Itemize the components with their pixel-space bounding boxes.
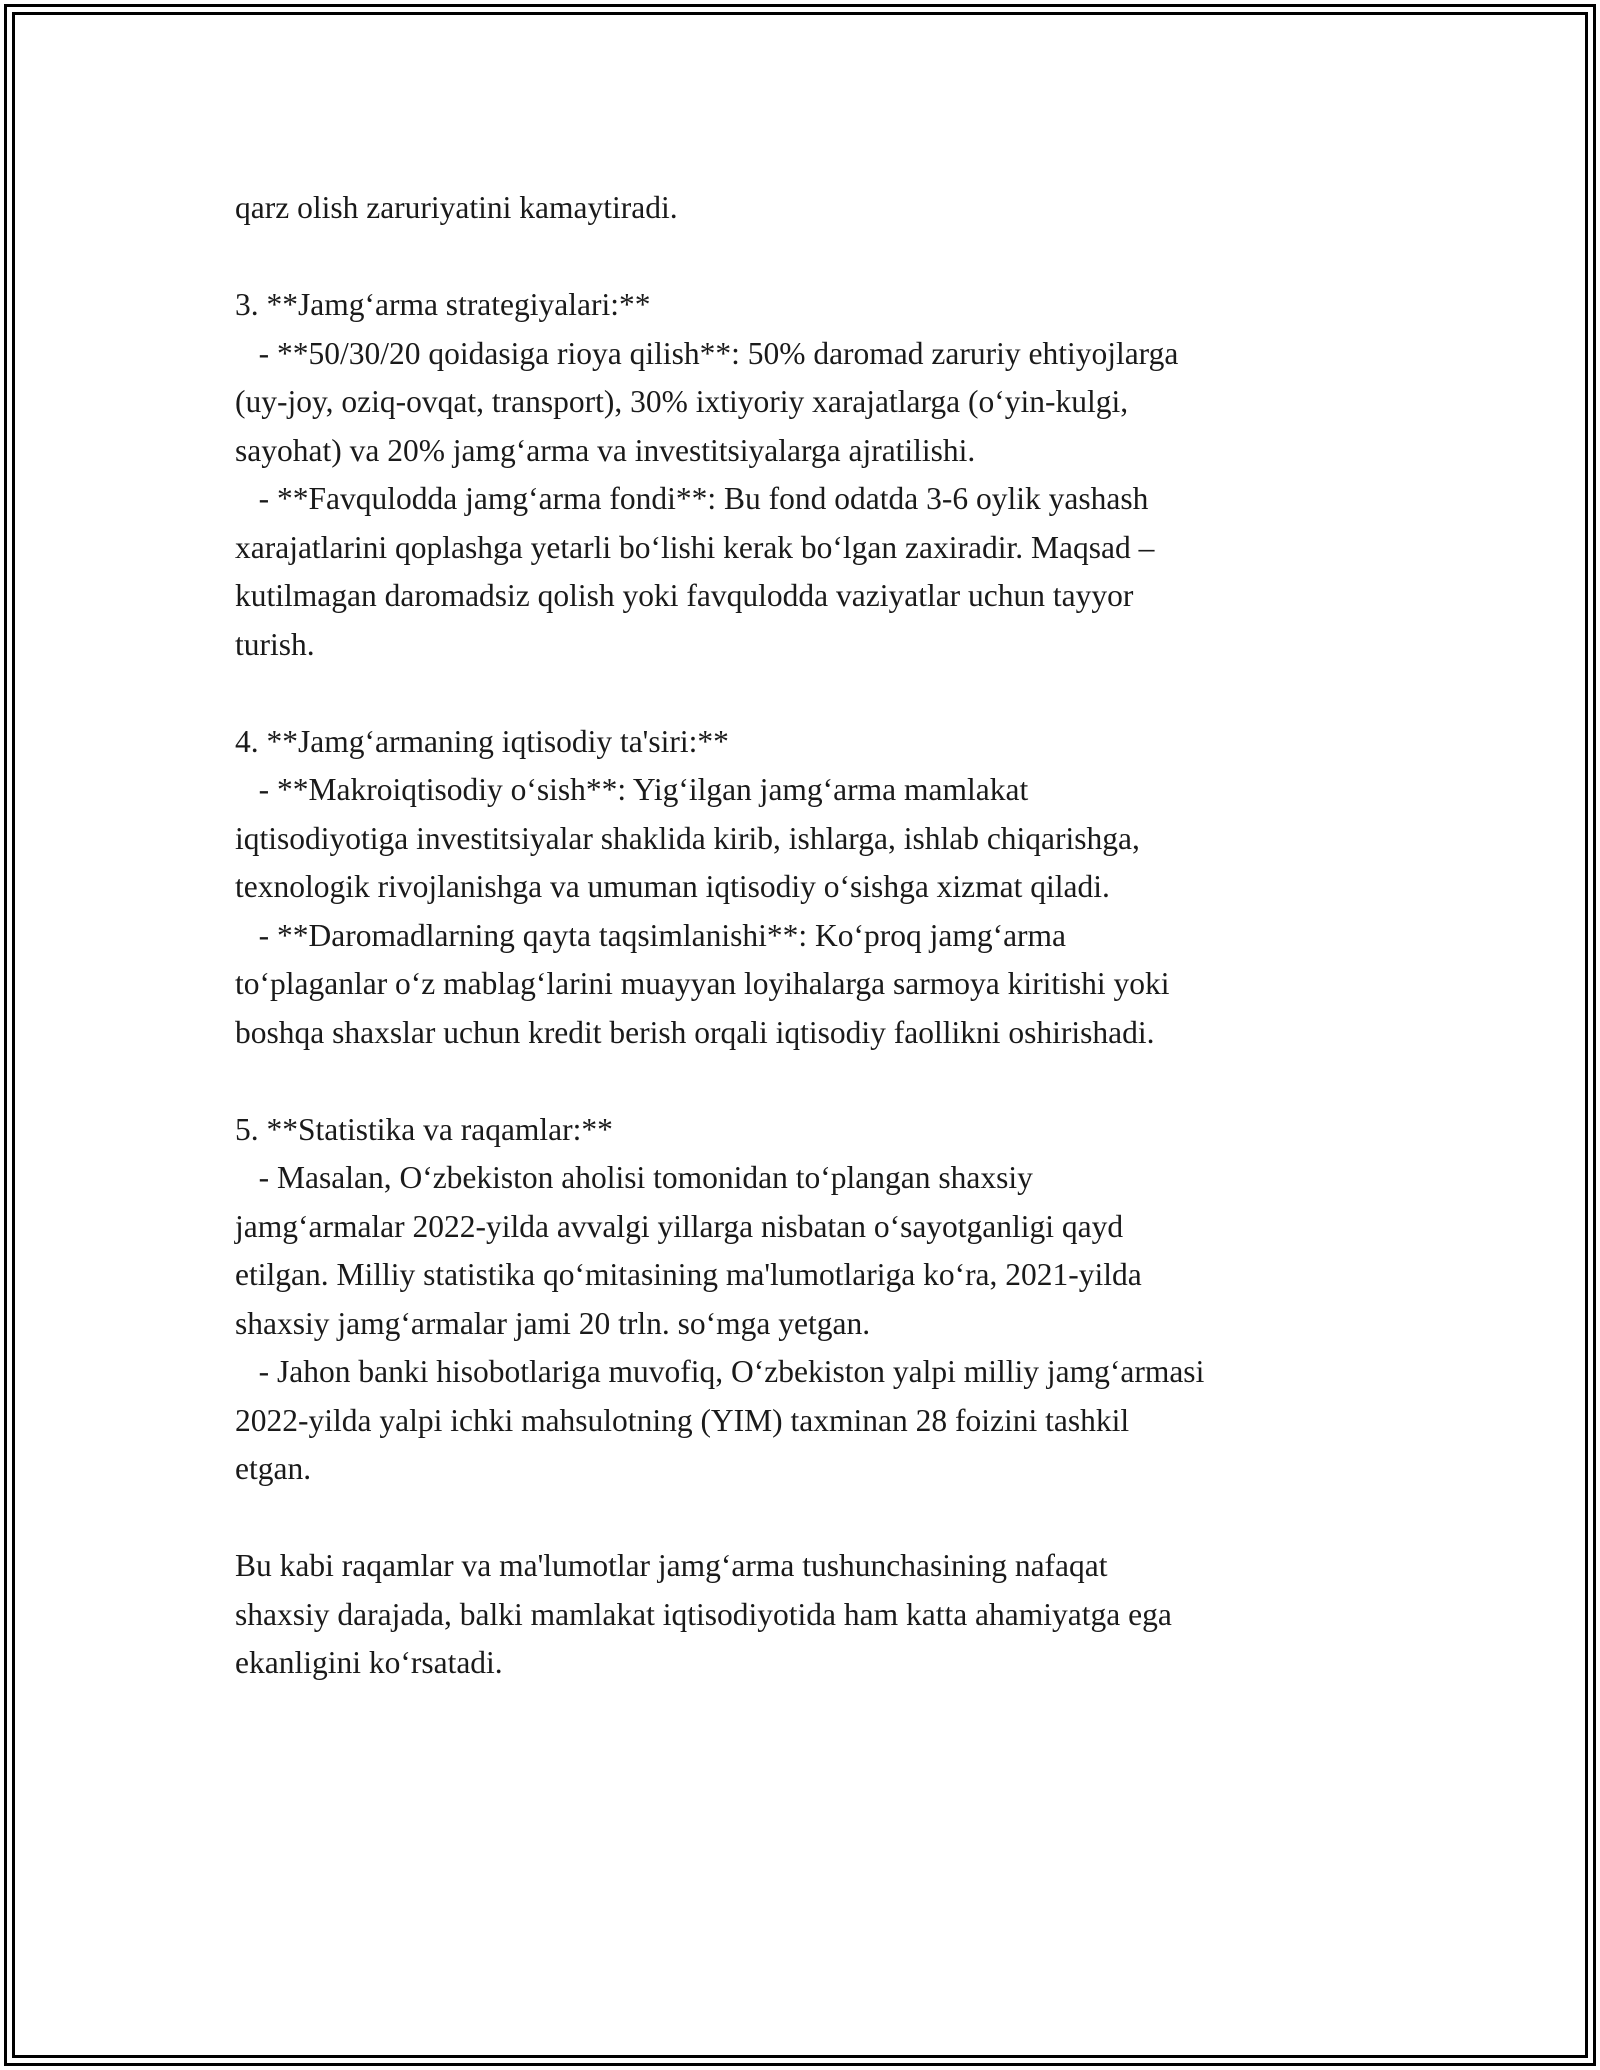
text-line: shaxsiy darajada, balki mamlakat iqtisodiyotida ham katta ahamiyatga ega xyxy=(235,1596,1172,1632)
text-line: etgan. xyxy=(235,1451,312,1486)
text-line: - **Daromadlarning qayta taqsimlanishi**: Ko‘proq jamg‘arma xyxy=(235,917,1067,953)
blank-line xyxy=(235,233,1415,282)
blank-line xyxy=(235,1057,1415,1106)
text-line: Bu kabi raqamlar va ma'lumotlar jamg‘arma tushunchasining nafaqat xyxy=(235,1548,1108,1583)
text-line: 3. **Jamg‘arma strategiyalari:** xyxy=(235,287,651,322)
text-line: - Masalan, O‘zbekiston aholisi tomonidan to‘plangan shaxsiy xyxy=(235,1160,1033,1195)
text-line: to‘plaganlar o‘z mablag‘larini muayyan loyihalarga sarmoya kiritishi yoki xyxy=(235,966,1170,1001)
text-line: qarz olish zaruriyatini kamaytiradi. xyxy=(235,190,678,225)
text-line: sayohat) va 20% jamg‘arma va investitsiyalarga ajratilishi. xyxy=(235,432,976,468)
text-line: iqtisodiyotiga investitsiyalar shaklida kirib, ishlarga, ishlab chiqarishga, xyxy=(235,820,1140,856)
text-line: (uy-joy, oziq-ovqat, transport), 30% ixtiyoriy xarajatlarga (o‘yin-kulgi, xyxy=(235,384,1129,419)
text-line: - **Favqulodda jamg‘arma fondi**: Bu fond odatda 3-6 oylik yashash xyxy=(235,481,1149,516)
document-body xyxy=(235,184,1415,1688)
text-line: - **Makroiqtisodiy o‘sish**: Yig‘ilgan jamg‘arma mamlakat xyxy=(235,772,1029,807)
text-line: texnologik rivojlanishga va umuman iqtisodiy o‘sishga xizmat qiladi. xyxy=(235,869,1110,904)
text-line: xarajatlarini qoplashga yetarli bo‘lishi kerak bo‘lgan zaxiradir. Maqsad – xyxy=(235,529,1155,565)
text-line: kutilmagan daromadsiz qolish yoki favqulodda vaziyatlar uchun tayyor xyxy=(235,578,1134,613)
text-line: shaxsiy jamg‘armalar jami 20 trln. so‘mga yetgan. xyxy=(235,1305,871,1341)
text-line: boshqa shaxslar uchun kredit berish orqali iqtisodiy faollikni oshirishadi. xyxy=(235,1014,1155,1050)
text-line: ekanligini ko‘rsatadi. xyxy=(235,1645,503,1680)
text-line: - Jahon banki hisobotlariga muvofiq, O‘zbekiston yalpi milliy jamg‘armasi xyxy=(235,1354,1205,1389)
blank-line xyxy=(235,669,1415,718)
text-line: - **50/30/20 qoidasiga rioya qilish**: 50% daromad zaruriy ehtiyojlarga xyxy=(235,335,1179,371)
text-line: 5. **Statistika va raqamlar:** xyxy=(235,1111,613,1147)
text-line: 4. **Jamg‘armaning iqtisodiy ta'siri:** xyxy=(235,723,729,759)
blank-line xyxy=(235,1494,1415,1543)
text-line: jamg‘armalar 2022-yilda avvalgi yillarga nisbatan o‘sayotganligi qayd xyxy=(235,1208,1124,1244)
text-line: 2022-yilda yalpi ichki mahsulotning (YIM) taxminan 28 foizini tashkil xyxy=(235,1402,1130,1438)
text-line: etilgan. Milliy statistika qo‘mitasining ma'lumotlariga ko‘ra, 2021-yilda xyxy=(235,1257,1142,1292)
text-line: turish. xyxy=(235,626,315,662)
